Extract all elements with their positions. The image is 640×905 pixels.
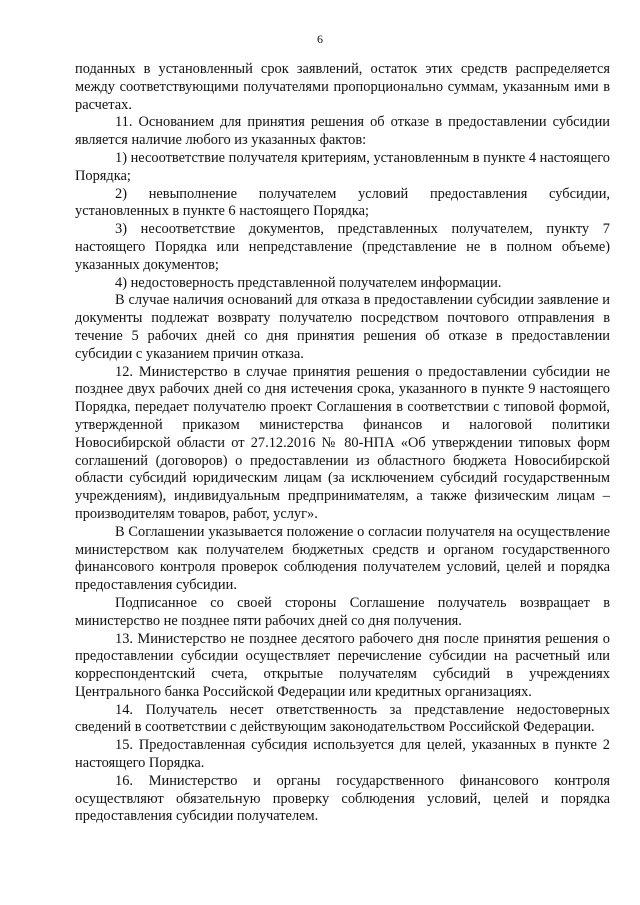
list-item-4: 4) недостоверность представленной получателем информации. xyxy=(115,274,502,291)
paragraph-12-agreement: 12. Министерство в случае принятия решения о предоставлении субсидии не позднее двух рабочих дней со дня истечения срока, указанного в пункте 9 настоящего Порядка, передает получателю проект Соглашения в соответствии с типовой формой, утвержденной приказом министерства финансов и налоговой политики Новосибирской области от 27.12.2016 № 80-НПА «Об утверждении типовых форм соглашений (договоров) о предоставлении из областного бюджета Новосибирской области субсидий юридическим лицам (за исключением субсидий государственным учреждениям), индивидуальным предпринимателям, а также физическим лицам – производителям товаров, работ, услуг». xyxy=(75,363,610,522)
paragraph-14-responsibility: 14. Получатель несет ответственность за представление недостоверных сведений в соответствии с действующим законодательством Российской Федерации. xyxy=(75,701,610,736)
list-item-1: 1) несоответствие получателя критериям, установленным в пункте 4 настоящего Порядка; xyxy=(75,149,610,184)
paragraph-continuation: поданных в установленный срок заявлений, остаток этих средств распределяется между соответствующими получателями пропорционально суммам, указанным ими в расчетах. xyxy=(75,61,610,113)
paragraph-15-purpose: 15. Предоставленная субсидия используется для целей, указанных в пункте 2 настоящего Порядка. xyxy=(75,737,610,772)
paragraph-agreement-consent: В Соглашении указывается положение о согласии получателя на осуществление министерством как получателем бюджетных средств и органом государственного финансового контроля проверок соблюдения получателем условий, целей и порядка предоставления субсидии. xyxy=(75,523,610,594)
paragraph-16-inspection: 16. Министерство и органы государственного финансового контроля осуществляют обязательную проверку соблюдения условий, целей и порядка предоставления субсидии получателем. xyxy=(75,772,610,825)
document-body xyxy=(75,61,610,826)
list-item-3: 3) несоответствие документов, представленных получателем, пункту 7 настоящего Порядка или непредставление (представление не в полном объеме) указанных документов; xyxy=(75,221,610,273)
paragraph-agreement-return: Подписанное со своей стороны Соглашение получатель возвращает в министерство не позднее пяти рабочих дней со дня получения. xyxy=(75,594,610,629)
paragraph-13-transfer: 13. Министерство не позднее десятого рабочего дня после принятия решения о предоставлении субсидии осуществляет перечисление субсидии на расчетный или корреспондентский счета, открытые получателям субсидий в учреждениях Центрального банка Российской Федерации или кредитных организациях. xyxy=(75,630,610,700)
page-number: 6 xyxy=(317,32,323,46)
list-item-2: 2) невыполнение получателем условий предоставления субсидии, установленных в пункте 6 настоящего Порядка; xyxy=(75,185,610,220)
paragraph-refusal-return: В случае наличия оснований для отказа в предоставлении субсидии заявление и документы подлежат возврату получателю посредством почтового отправления в течение 5 рабочих дней со дня принятия решения об отказе в предоставлении субсидии с указанием причин отказа. xyxy=(75,292,610,362)
paragraph-11-refusal-grounds: 11. Основанием для принятия решения об отказе в предоставлении субсидии является наличие любого из указанных фактов: xyxy=(75,114,610,149)
